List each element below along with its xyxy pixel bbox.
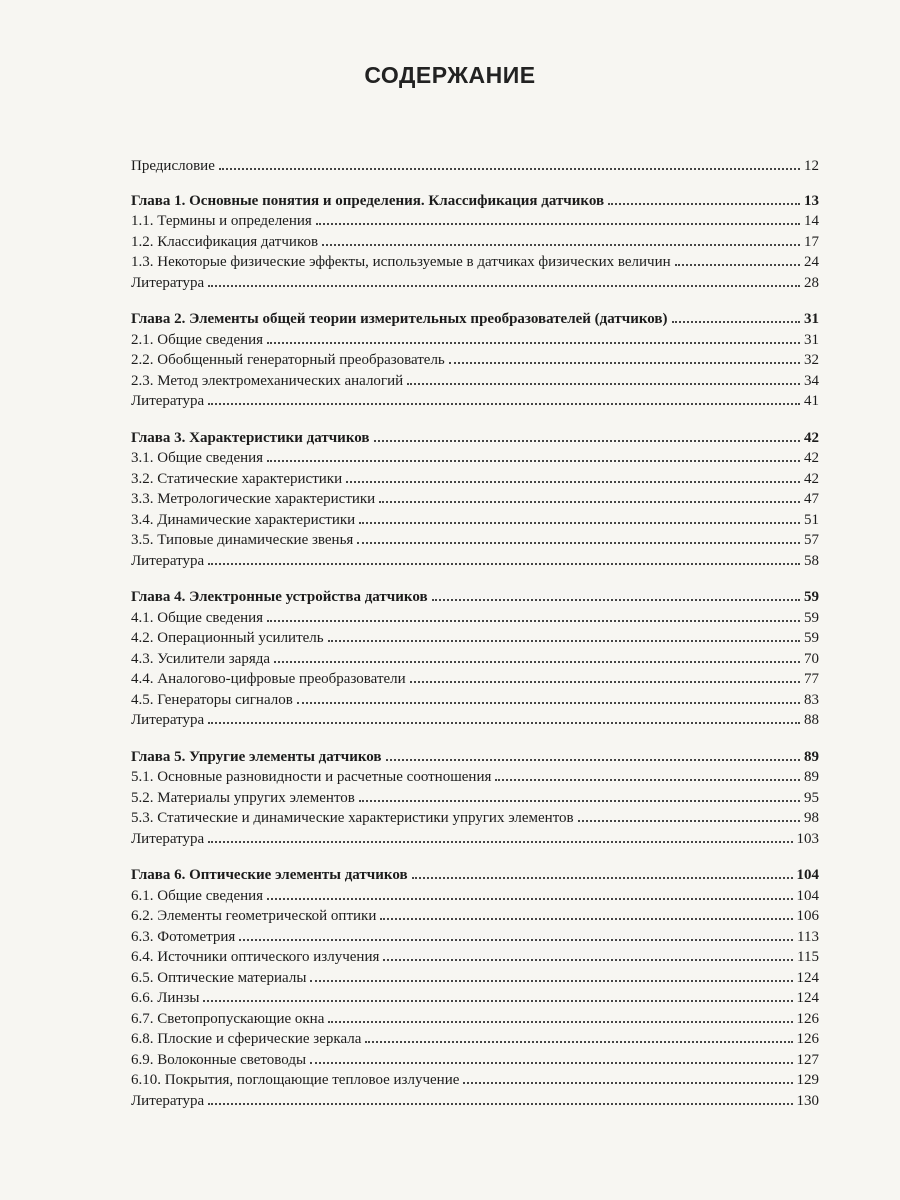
dot-leader <box>359 799 800 802</box>
dot-leader <box>374 439 801 442</box>
dot-leader <box>383 958 793 961</box>
chapter-spacer <box>131 571 819 587</box>
toc-entry-page: 41 <box>804 393 819 409</box>
chapter-block <box>131 587 819 731</box>
toc-entry-label: 6.4. Источники оптического излучения <box>131 949 380 965</box>
toc-entry[interactable] <box>131 350 819 371</box>
toc-entry-label: 4.3. Усилители заряда <box>131 650 271 667</box>
chapter-spacer <box>131 412 819 428</box>
toc-entry-page: 17 <box>804 233 819 250</box>
toc-entry-label: 4.1. Общие сведения <box>131 609 264 626</box>
toc-entry-label: 6.7. Светопропускающие окна <box>131 1010 325 1027</box>
chapter-spacer <box>131 293 819 309</box>
toc-entry-label: Глава 5. Упругие элементы датчиков <box>131 748 382 765</box>
dot-leader <box>449 361 800 364</box>
toc-entry[interactable] <box>131 808 819 829</box>
toc-entry-label: 3.4. Динамические характеристики <box>131 511 356 528</box>
toc-entry-page: 59 <box>804 630 819 646</box>
dot-leader <box>359 521 800 524</box>
toc-entry[interactable] <box>131 927 819 948</box>
toc-chapter-heading[interactable] <box>131 587 819 608</box>
toc-entry-label: Глава 3. Характеристики датчиков <box>131 429 370 446</box>
dot-leader <box>208 402 800 405</box>
toc-entry[interactable] <box>131 1050 819 1071</box>
toc-entry-label: 5.1. Основные разновидности и расчетные соотношения <box>131 769 492 785</box>
toc-entry[interactable] <box>131 628 819 649</box>
toc-entry-label: 5.3. Статические и динамические характеристики упругих элементов <box>131 810 574 826</box>
dot-leader <box>407 382 800 385</box>
chapters-list <box>131 177 819 1112</box>
toc-entry-label: 3.2. Статические характеристики <box>131 470 343 487</box>
toc-entry-page: 126 <box>796 1031 819 1047</box>
toc-entry[interactable] <box>131 273 819 294</box>
chapter-block <box>131 865 819 1111</box>
toc-entry-page: 130 <box>796 1092 819 1109</box>
dot-leader <box>208 562 800 565</box>
toc-entry-page: 32 <box>804 352 819 368</box>
toc-entry-label: 2.1. Общие сведения <box>131 331 264 348</box>
dot-leader <box>380 917 792 920</box>
toc-entry-label: 6.2. Элементы геометрической оптики <box>131 908 377 924</box>
toc-entry-page: 95 <box>804 789 819 806</box>
dot-leader <box>267 619 800 622</box>
chapter-spacer <box>131 849 819 865</box>
toc-entry[interactable] <box>131 211 819 232</box>
toc-entry-page: 47 <box>804 491 819 507</box>
toc-entry[interactable] <box>131 608 819 629</box>
toc-chapter-heading[interactable] <box>131 191 819 212</box>
toc-entry[interactable] <box>131 886 819 907</box>
toc-entry-page: 13 <box>804 192 819 209</box>
toc-entry-label: 1.2. Классификация датчиков <box>131 233 319 250</box>
toc-entry[interactable] <box>131 829 819 850</box>
toc-entry-page: 57 <box>804 532 819 548</box>
toc-entry[interactable] <box>131 906 819 927</box>
toc-entry-page: 59 <box>804 609 819 626</box>
dot-leader <box>219 167 800 170</box>
toc-entry-page: 129 <box>796 1072 819 1088</box>
toc-entry-page: 127 <box>796 1051 819 1068</box>
toc-entry-preface[interactable] <box>131 156 819 177</box>
dot-leader <box>672 320 800 323</box>
dot-leader <box>328 639 800 642</box>
dot-leader <box>432 598 800 601</box>
toc-entry-label: Предисловие <box>131 158 215 174</box>
toc-entry-page: 31 <box>804 331 819 348</box>
toc-entry[interactable] <box>131 551 819 572</box>
toc-entry[interactable] <box>131 947 819 968</box>
toc-entry-page: 88 <box>804 712 819 728</box>
chapter-spacer <box>131 731 819 747</box>
toc-entry-label: Литература <box>131 552 205 569</box>
chapter-block <box>131 428 819 572</box>
toc-entry[interactable] <box>131 530 819 551</box>
toc-entry[interactable] <box>131 669 819 690</box>
toc-entry[interactable] <box>131 1029 819 1050</box>
toc-entry[interactable] <box>131 489 819 510</box>
toc-entry-page: 77 <box>804 671 819 687</box>
toc-entry-label: Литература <box>131 712 205 728</box>
toc-entry-label: Литература <box>131 274 205 291</box>
toc-entry-page: 124 <box>796 969 819 986</box>
toc-entry[interactable] <box>131 330 819 351</box>
dot-leader <box>322 243 800 246</box>
dot-leader <box>379 500 800 503</box>
toc-entry-page: 89 <box>804 748 819 765</box>
dot-leader <box>208 1102 792 1105</box>
dot-leader <box>357 541 800 544</box>
toc-entry-label: Глава 4. Электронные устройства датчиков <box>131 589 428 605</box>
dot-leader <box>310 1061 792 1064</box>
dot-leader <box>239 938 793 941</box>
toc-entry-page: 103 <box>796 830 819 847</box>
toc-entry[interactable] <box>131 968 819 989</box>
dot-leader <box>410 680 800 683</box>
toc-entry-page: 104 <box>796 867 819 883</box>
toc-entry-page: 98 <box>804 810 819 826</box>
toc-entry[interactable] <box>131 1070 819 1091</box>
dot-leader <box>208 840 792 843</box>
dot-leader <box>386 758 800 761</box>
toc-entry-label: 1.3. Некоторые физические эффекты, используемые в датчиках физических величин <box>131 254 671 270</box>
toc-entry-page: 124 <box>796 990 819 1006</box>
dot-leader <box>463 1081 792 1084</box>
toc-entry-label: 6.3. Фотометрия <box>131 928 236 945</box>
dot-leader <box>267 897 792 900</box>
toc-entry-page: 70 <box>804 650 819 667</box>
toc-entry-page: 115 <box>797 949 819 965</box>
toc-entry-label: 6.5. Оптические материалы <box>131 969 307 986</box>
toc-entry-page: 42 <box>804 450 819 466</box>
toc-entry[interactable] <box>131 391 819 412</box>
toc-chapter-heading[interactable] <box>131 747 819 768</box>
toc-entry[interactable] <box>131 469 819 490</box>
toc-entry-page: 106 <box>796 908 819 924</box>
toc-entry[interactable] <box>131 710 819 731</box>
toc-entry-label: 5.2. Материалы упругих элементов <box>131 789 355 806</box>
toc-entry[interactable] <box>131 252 819 273</box>
dot-leader <box>203 999 792 1002</box>
toc-entry-label: 6.6. Линзы <box>131 990 200 1006</box>
toc-entry-label: 3.1. Общие сведения <box>131 450 264 466</box>
toc-entry-label: 6.8. Плоские и сферические зеркала <box>131 1031 362 1047</box>
toc-entry[interactable] <box>131 690 819 711</box>
toc-entry-page: 28 <box>804 274 819 291</box>
toc-chapter-heading[interactable] <box>131 428 819 449</box>
toc-chapter-heading[interactable] <box>131 865 819 886</box>
toc-entry-page: 126 <box>796 1010 819 1027</box>
toc-entry-label: 4.4. Аналогово-цифровые преобразователи <box>131 671 406 687</box>
toc-entry-page: 31 <box>804 311 819 327</box>
toc-entry-page: 12 <box>804 158 819 174</box>
toc-entry-page: 42 <box>804 470 819 487</box>
toc-entry-page: 14 <box>804 213 819 229</box>
table-of-contents <box>131 156 819 1111</box>
page-title: СОДЕРЖАНИЕ <box>364 62 536 88</box>
toc-chapter-heading[interactable] <box>131 309 819 330</box>
toc-entry-page: 113 <box>797 928 819 945</box>
toc-entry-label: 6.9. Волоконные световоды <box>131 1051 307 1068</box>
dot-leader <box>412 876 793 879</box>
toc-entry[interactable] <box>131 232 819 253</box>
toc-entry[interactable] <box>131 788 819 809</box>
toc-entry[interactable] <box>131 1009 819 1030</box>
toc-entry-label: Литература <box>131 830 205 847</box>
chapter-spacer <box>131 177 819 191</box>
dot-leader <box>208 284 800 287</box>
dot-leader <box>365 1040 792 1043</box>
dot-leader <box>297 701 800 704</box>
dot-leader <box>608 202 800 205</box>
dot-leader <box>267 341 800 344</box>
chapter-block <box>131 309 819 412</box>
toc-entry-label: Глава 1. Основные понятия и определения. Классификация датчиков <box>131 192 605 209</box>
toc-entry[interactable] <box>131 448 819 469</box>
dot-leader <box>208 721 800 724</box>
toc-entry-label: 4.5. Генераторы сигналов <box>131 691 293 708</box>
dot-leader <box>675 263 800 266</box>
toc-entry-page: 83 <box>804 691 819 708</box>
toc-entry-label: 6.1. Общие сведения <box>131 887 264 904</box>
toc-entry[interactable] <box>131 371 819 392</box>
toc-entry-page: 89 <box>804 769 819 785</box>
chapter-block <box>131 747 819 850</box>
toc-entry-page: 58 <box>804 552 819 569</box>
toc-entry-page: 34 <box>804 372 819 389</box>
toc-entry-label: Глава 6. Оптические элементы датчиков <box>131 867 408 883</box>
dot-leader <box>495 778 800 781</box>
toc-entry-label: 1.1. Термины и определения <box>131 213 312 229</box>
toc-entry-page: 51 <box>804 511 819 528</box>
toc-entry-label: Литература <box>131 393 205 409</box>
toc-entry[interactable] <box>131 1091 819 1112</box>
toc-entry[interactable] <box>131 510 819 531</box>
dot-leader <box>310 979 792 982</box>
toc-entry-page: 104 <box>796 887 819 904</box>
toc-entry-label: 4.2. Операционный усилитель <box>131 630 324 646</box>
toc-entry[interactable] <box>131 767 819 788</box>
dot-leader <box>267 459 800 462</box>
chapter-block <box>131 191 819 294</box>
toc-entry[interactable] <box>131 988 819 1009</box>
dot-leader <box>578 819 800 822</box>
dot-leader <box>316 222 800 225</box>
toc-entry-page: 42 <box>804 429 819 446</box>
toc-entry-page: 59 <box>804 589 819 605</box>
toc-entry-label: Глава 2. Элементы общей теории измерительных преобразователей (датчиков) <box>131 311 668 327</box>
toc-entry-label: 3.5. Типовые динамические звенья <box>131 532 354 548</box>
toc-entry-page: 24 <box>804 254 819 270</box>
dot-leader <box>328 1020 792 1023</box>
toc-entry-label: Литература <box>131 1092 205 1109</box>
toc-entry-label: 2.3. Метод электромеханических аналогий <box>131 372 404 389</box>
dot-leader <box>274 660 800 663</box>
toc-entry-label: 6.10. Покрытия, поглощающие тепловое излучение <box>131 1072 460 1088</box>
toc-entry[interactable] <box>131 649 819 670</box>
dot-leader <box>346 480 800 483</box>
toc-entry-label: 2.2. Обобщенный генераторный преобразователь <box>131 352 445 368</box>
toc-entry-label: 3.3. Метрологические характеристики <box>131 491 376 507</box>
